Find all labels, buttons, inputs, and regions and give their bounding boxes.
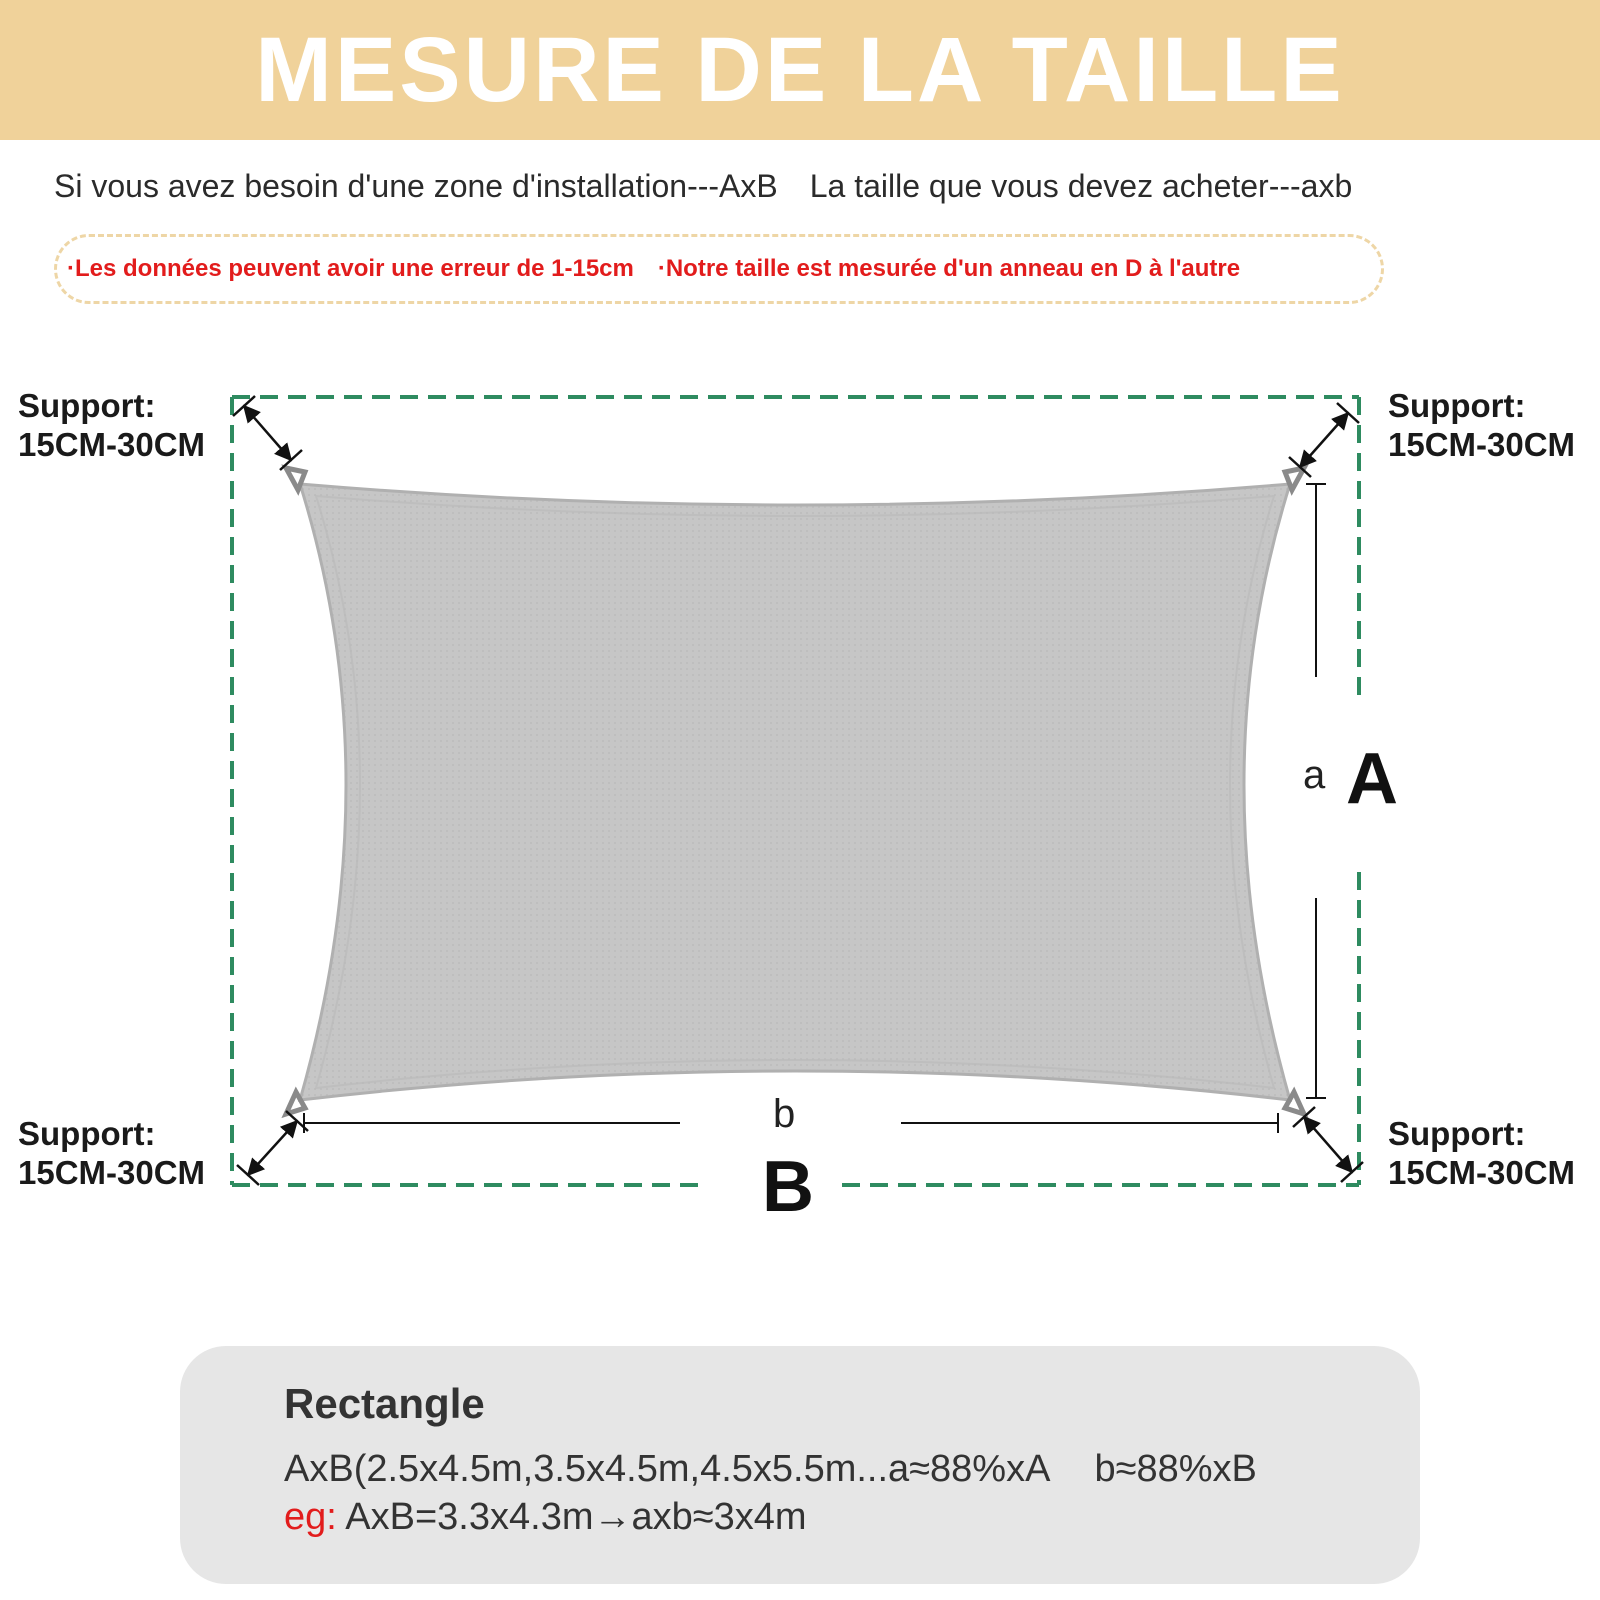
note-measurement-method: ·Notre taille est mesurée d'un anneau en D à l'autre	[657, 255, 1241, 282]
support-label-top-left: Support: 15CM-30CM	[18, 387, 206, 463]
panel-example-line	[284, 1496, 807, 1539]
support-arrow-bottom-left	[248, 1121, 297, 1175]
subtitle-installation-area: Si vous avez besoin d'une zone d'installation---AxB	[54, 168, 778, 204]
support-arrow-top-right	[1300, 413, 1348, 467]
example-label: eg:	[284, 1496, 337, 1538]
subtitle-purchase-size: La taille que vous devez acheter---axb	[809, 168, 1353, 204]
support-label-bottom-left: Support: 15CM-30CM	[18, 1115, 206, 1191]
note-error-margin: ·Les données peuvent avoir une erreur de 1-15cm	[67, 255, 634, 282]
support-arrow-top-left	[244, 406, 291, 460]
dimension-label-b: b	[773, 1092, 796, 1136]
panel-sizes-line	[284, 1448, 1257, 1491]
support-label-top-right: Support: 15CM-30CM	[1388, 387, 1576, 463]
example-text: AxB=3.3x4.3m→axb≈3x4m	[336, 1496, 807, 1538]
page-title: MESURE DE LA TAILLE	[255, 18, 1345, 121]
support-arrow-bottom-right	[1304, 1117, 1352, 1172]
shade-sail	[300, 484, 1290, 1100]
dimension-label-A: A	[1346, 739, 1398, 819]
panel-ratio-b: b≈88%xB	[1094, 1448, 1257, 1490]
support-label-bottom-right: Support: 15CM-30CM	[1388, 1115, 1576, 1191]
panel-title: Rectangle	[284, 1380, 485, 1427]
dimension-label-a: a	[1303, 753, 1326, 797]
panel-sizes-text: AxB(2.5x4.5m,3.5x4.5m,4.5x5.5m...a≈88%xA	[284, 1448, 1051, 1490]
size-info-panel	[180, 1346, 1420, 1584]
dimension-label-B: B	[762, 1147, 814, 1227]
